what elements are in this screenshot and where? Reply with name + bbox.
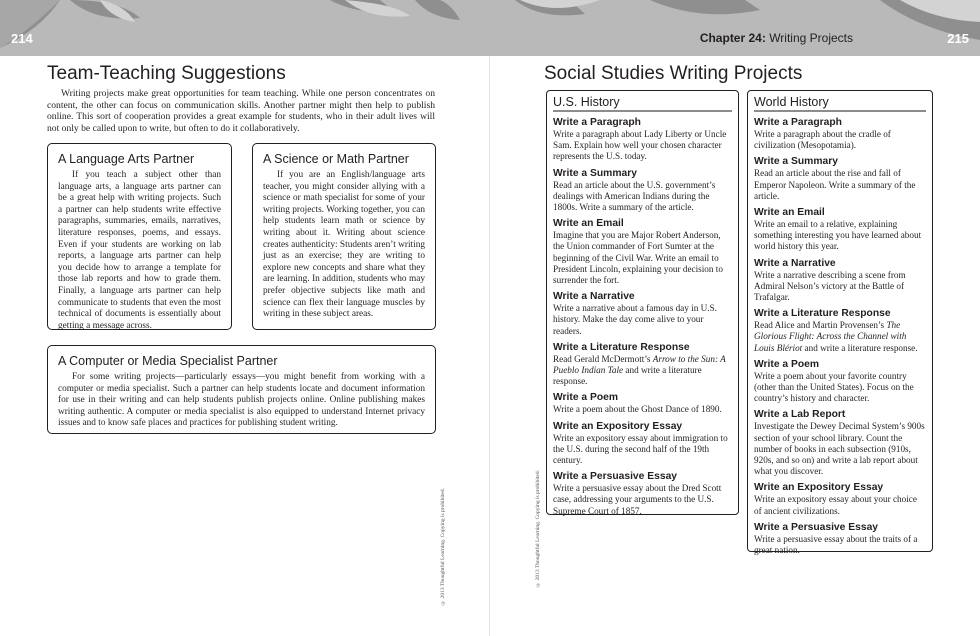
project-text: Write an expository essay about your choice of ancient civilizations. <box>754 494 917 516</box>
project-text <box>754 320 926 354</box>
chapter-title: Writing Projects <box>769 31 853 45</box>
project-title: Write a Literature Response <box>553 341 690 353</box>
project-title: Write an Expository Essay <box>553 420 683 432</box>
project-item <box>553 291 732 337</box>
copyright-right: © 2013 Thoughtful Learning. Copying is prohibited. <box>535 470 541 588</box>
project-item <box>754 409 926 477</box>
us-history-column <box>546 90 739 515</box>
project-title: Write an Email <box>553 218 624 230</box>
world-history-column <box>747 90 933 556</box>
project-item <box>553 421 732 467</box>
left-page-number: 214 <box>11 31 33 46</box>
text-before: Read Alice and Martin Provensen’s <box>754 320 887 331</box>
box-title: A Science or Math Partner <box>263 152 409 166</box>
project-item <box>754 117 926 151</box>
chapter-heading <box>700 31 853 45</box>
project-text: Write a persuasive essay about the Dred Scott case, addressing your arguments to the U.S. Supreme Court of 1857. <box>553 483 722 516</box>
page-gutter <box>489 56 490 636</box>
project-text: Read an article about the U.S. government’s dealings with American Indians during the 1800s. Write a summary of the article. <box>553 179 716 213</box>
column-heading: U.S. History <box>553 95 732 112</box>
project-item <box>754 482 926 516</box>
project-title: Write a Persuasive Essay <box>553 471 678 483</box>
project-item <box>553 342 732 388</box>
project-item <box>754 359 926 405</box>
box-title: A Computer or Media Specialist Partner <box>58 354 278 368</box>
science-math-partner-box <box>252 143 436 330</box>
project-item <box>754 156 926 202</box>
project-title: Write a Poem <box>553 392 619 404</box>
project-title: Write an Email <box>754 207 825 219</box>
project-item <box>754 522 926 556</box>
project-title: Write a Literature Response <box>754 308 891 320</box>
text-before: Read Gerald McDermott’s <box>553 353 653 364</box>
project-title: Write a Narrative <box>754 257 836 269</box>
project-text: Write an expository essay about immigration to the U.S. during the second half of the 19th century. <box>553 432 728 466</box>
project-text: Write a poem about the Ghost Dance of 1890. <box>553 404 722 415</box>
box-text: If you are an English/language arts teacher, you might consider allying with a science or math specialist for some of your writing projects. Working together, you can help students learn math or science by writing about it. Writing about science creates authenticity: Students aren’t writing just as an exercise; they are writing to explore new concepts and share what they are learning. In addition, students who may prefer objective subjects like math and science can flex their language muscles by writing in these subject areas. <box>263 170 425 320</box>
project-title: Write a Paragraph <box>553 117 641 128</box>
copyright-left: © 2013 Thoughtful Learning. Copying is prohibited. <box>440 488 446 606</box>
right-page-title: Social Studies Writing Projects <box>544 63 803 84</box>
right-page-number: 215 <box>947 31 969 46</box>
project-text <box>553 354 732 388</box>
project-item <box>754 308 926 354</box>
project-text: Write an email to a relative, explaining something interesting you have learned about world history this year. <box>754 219 922 252</box>
project-title: Write an Expository Essay <box>754 482 884 494</box>
intro-paragraph: Writing projects make great opportunities for team teaching. While one person concentrates on content, the other can focus on communication skills. Another partner might then help to publish online. This sort of cooperation provides a great example for students, who in their adult lives will not only be called upon to write, but often to do it collaboratively. <box>47 88 435 134</box>
project-text: Investigate the Dewey Decimal System’s 900s section of your school library. Count the number of books in each subsection (910s, 920s, and so on) and write a lab report about what you discover. <box>754 421 925 477</box>
box-title: A Language Arts Partner <box>58 152 195 166</box>
left-page-title: Team-Teaching Suggestions <box>47 63 286 84</box>
project-text: Write a poem about your favorite country (other than the United States). Focus on the country’s history and character. <box>754 370 914 404</box>
project-text: Imagine that you are Major Robert Anderson, the Union commander of Fort Sumter at the beginning of the Civil War. Write an email to President Lincoln, explaining your decision to surrender the fort. <box>553 230 723 286</box>
book-title: The Glorious Flight: Across the Channel with Louis Blériot <box>754 320 907 353</box>
project-text: Write a narrative about a famous day in U.S. history. Make the day come alive to your readers. <box>553 303 717 336</box>
project-item <box>553 117 732 163</box>
project-title: Write a Summary <box>553 167 637 179</box>
project-text: Write a persuasive essay about the traits of a great nation. <box>754 533 918 556</box>
project-text: Write a paragraph about the cradle of civilization (Mesopotamia). <box>754 129 891 151</box>
project-text: Write a narrative describing a scene from Admiral Nelson’s victory at the Battle of Trafalgar. <box>754 269 906 303</box>
project-item <box>553 471 732 517</box>
media-specialist-partner-box <box>47 345 436 434</box>
box-text: If you teach a subject other than language arts, a language arts partner can be a great help with writing projects. Such a partner can help students write effective paragraphs, summaries, emails, narratives, literature responses, poems, and essays. Even if your students are working on lab reports, a language arts partner can help you decide how to arrange a template for those lab reports and how to grade them. Finally, a language arts partner can help communicate to students that even the most technical of documents is essentially about getting a message across. <box>58 170 221 331</box>
book-title: Arrow to the Sun: A Pueblo Indian Tale <box>553 353 726 376</box>
text-after: and write a literature response. <box>802 342 918 353</box>
project-item <box>754 207 926 253</box>
project-item <box>553 218 732 286</box>
project-title: Write a Summary <box>754 156 838 168</box>
project-item <box>553 168 732 214</box>
project-title: Write a Paragraph <box>754 117 842 128</box>
column-heading: World History <box>754 95 926 112</box>
box-text: For some writing projects—particularly essays—you might benefit from working with a computer or media specialist. Such a partner can help students locate and document information for use in their writing and can help students publish projects online. Online publishing makes writing authentic. A computer or media specialist is also equipped to understand Internet privacy issues and to know safe places and practices for publishing student writing. <box>58 372 425 429</box>
project-text: Read an article about the rise and fall of Emperor Napoleon. Write a summary of the article. <box>754 168 916 201</box>
chapter-label: Chapter 24: <box>699 31 766 45</box>
project-title: Write a Narrative <box>553 291 635 303</box>
project-title: Write a Lab Report <box>754 409 846 421</box>
language-arts-partner-box <box>47 143 232 330</box>
project-title: Write a Persuasive Essay <box>754 521 879 533</box>
text-after: and write a literature response. <box>553 365 702 387</box>
project-item <box>553 392 732 415</box>
project-text: Write a paragraph about Lady Liberty or Uncle Sam. Explain how well your chosen character represents the U.S. today. <box>553 129 727 162</box>
project-title: Write a Poem <box>754 358 820 370</box>
project-item <box>754 258 926 304</box>
